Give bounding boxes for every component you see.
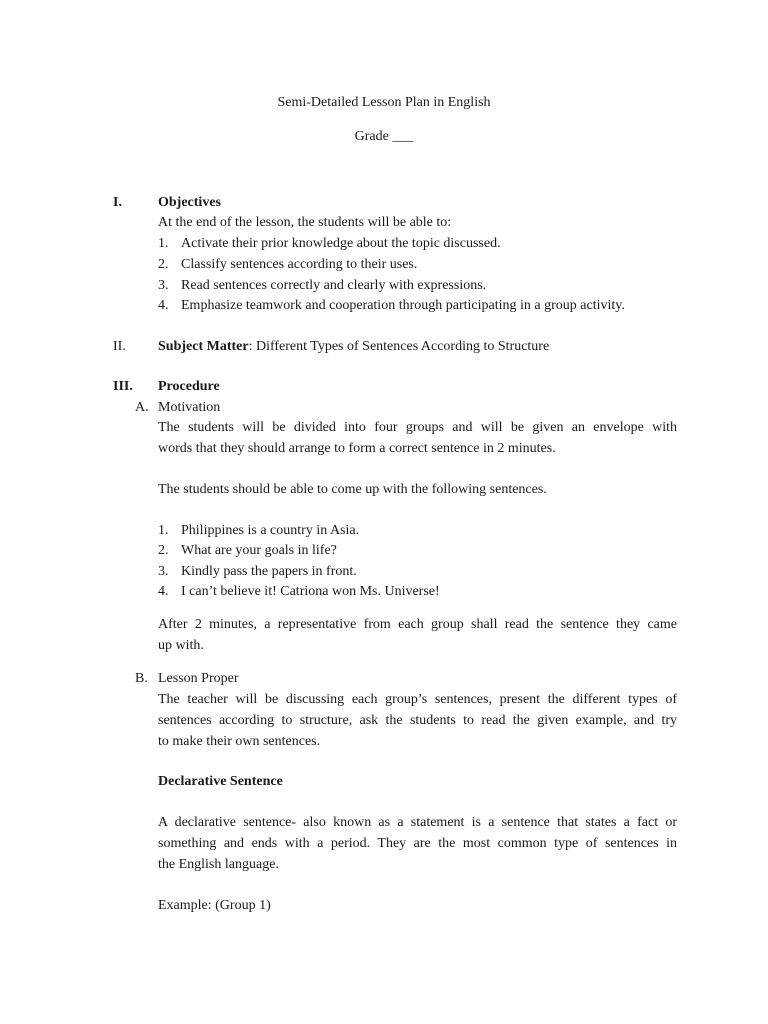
sentence-text: Kindly pass the papers in front. [181, 564, 357, 579]
sentence-number: 4. [158, 584, 169, 599]
motivation-paragraph-line: up with. [158, 638, 204, 653]
objective-number: 3. [158, 278, 169, 293]
sentence-number: 2. [158, 543, 169, 558]
motivation-paragraph: The students should be able to come up with the following sentences. [158, 482, 547, 497]
sentence-text: Philippines is a country in Asia. [181, 523, 360, 538]
motivation-paragraph-line: words that they should arrange to form a correct sentence in 2 minutes. [158, 441, 556, 456]
subject-matter-line [158, 338, 549, 356]
lesson-proper-paragraph-line: to make their own sentences. [158, 734, 321, 749]
declarative-paragraph-line: A declarative sentence- also known as a statement is a sentence that states a fact or [158, 815, 677, 830]
objective-text: Read sentences correctly and clearly with expressions. [181, 278, 487, 293]
lesson-proper-title: Lesson Proper [158, 671, 239, 686]
subsection-letter-motivation: A. [135, 400, 149, 415]
objective-text: Emphasize teamwork and cooperation through participating in a group activity. [181, 298, 625, 313]
objective-number: 1. [158, 236, 169, 251]
subsection-letter-lesson-proper: B. [135, 671, 148, 686]
subject-matter-label: Subject Matter [158, 339, 249, 354]
section-numeral-procedure: III. [113, 379, 133, 394]
sentence-number: 3. [158, 564, 169, 579]
sentence-text: What are your goals in life? [181, 543, 337, 558]
objectives-intro: At the end of the lesson, the students will be able to: [158, 215, 452, 230]
section-numeral-subject-matter: II. [113, 339, 126, 354]
objective-text: Activate their prior knowledge about the topic discussed. [181, 236, 501, 251]
lesson-proper-paragraph-line: The teacher will be discussing each group’s sentences, present the different types of [158, 692, 677, 707]
procedure-heading: Procedure [158, 379, 220, 394]
declarative-paragraph-line: something and ends with a period. They are the most common type of sentences in [158, 836, 677, 851]
objective-text: Classify sentences according to their uses. [181, 257, 418, 272]
motivation-paragraph-line: The students will be divided into four groups and will be given an envelope with [158, 420, 677, 435]
subject-matter-text: : Different Types of Sentences According to Structure [248, 339, 550, 354]
example-label: Example: (Group 1) [158, 898, 271, 913]
motivation-title: Motivation [158, 400, 221, 415]
sentence-number: 1. [158, 523, 169, 538]
section-numeral-objectives: I. [113, 195, 122, 210]
declarative-sentence-heading: Declarative Sentence [158, 774, 283, 789]
motivation-paragraph-line: After 2 minutes, a representative from each group shall read the sentence they came [158, 617, 677, 632]
document-title: Semi-Detailed Lesson Plan in English [277, 95, 491, 110]
grade-line: Grade ___ [354, 129, 414, 144]
lesson-proper-paragraph-line: sentences according to structure, ask the students to read the given example, and try [158, 713, 677, 728]
objectives-heading: Objectives [158, 195, 221, 210]
objective-number: 4. [158, 298, 169, 313]
declarative-paragraph-line: the English language. [158, 857, 279, 872]
sentence-text: I can’t believe it! Catriona won Ms. Universe! [181, 584, 440, 599]
objective-number: 2. [158, 257, 169, 272]
